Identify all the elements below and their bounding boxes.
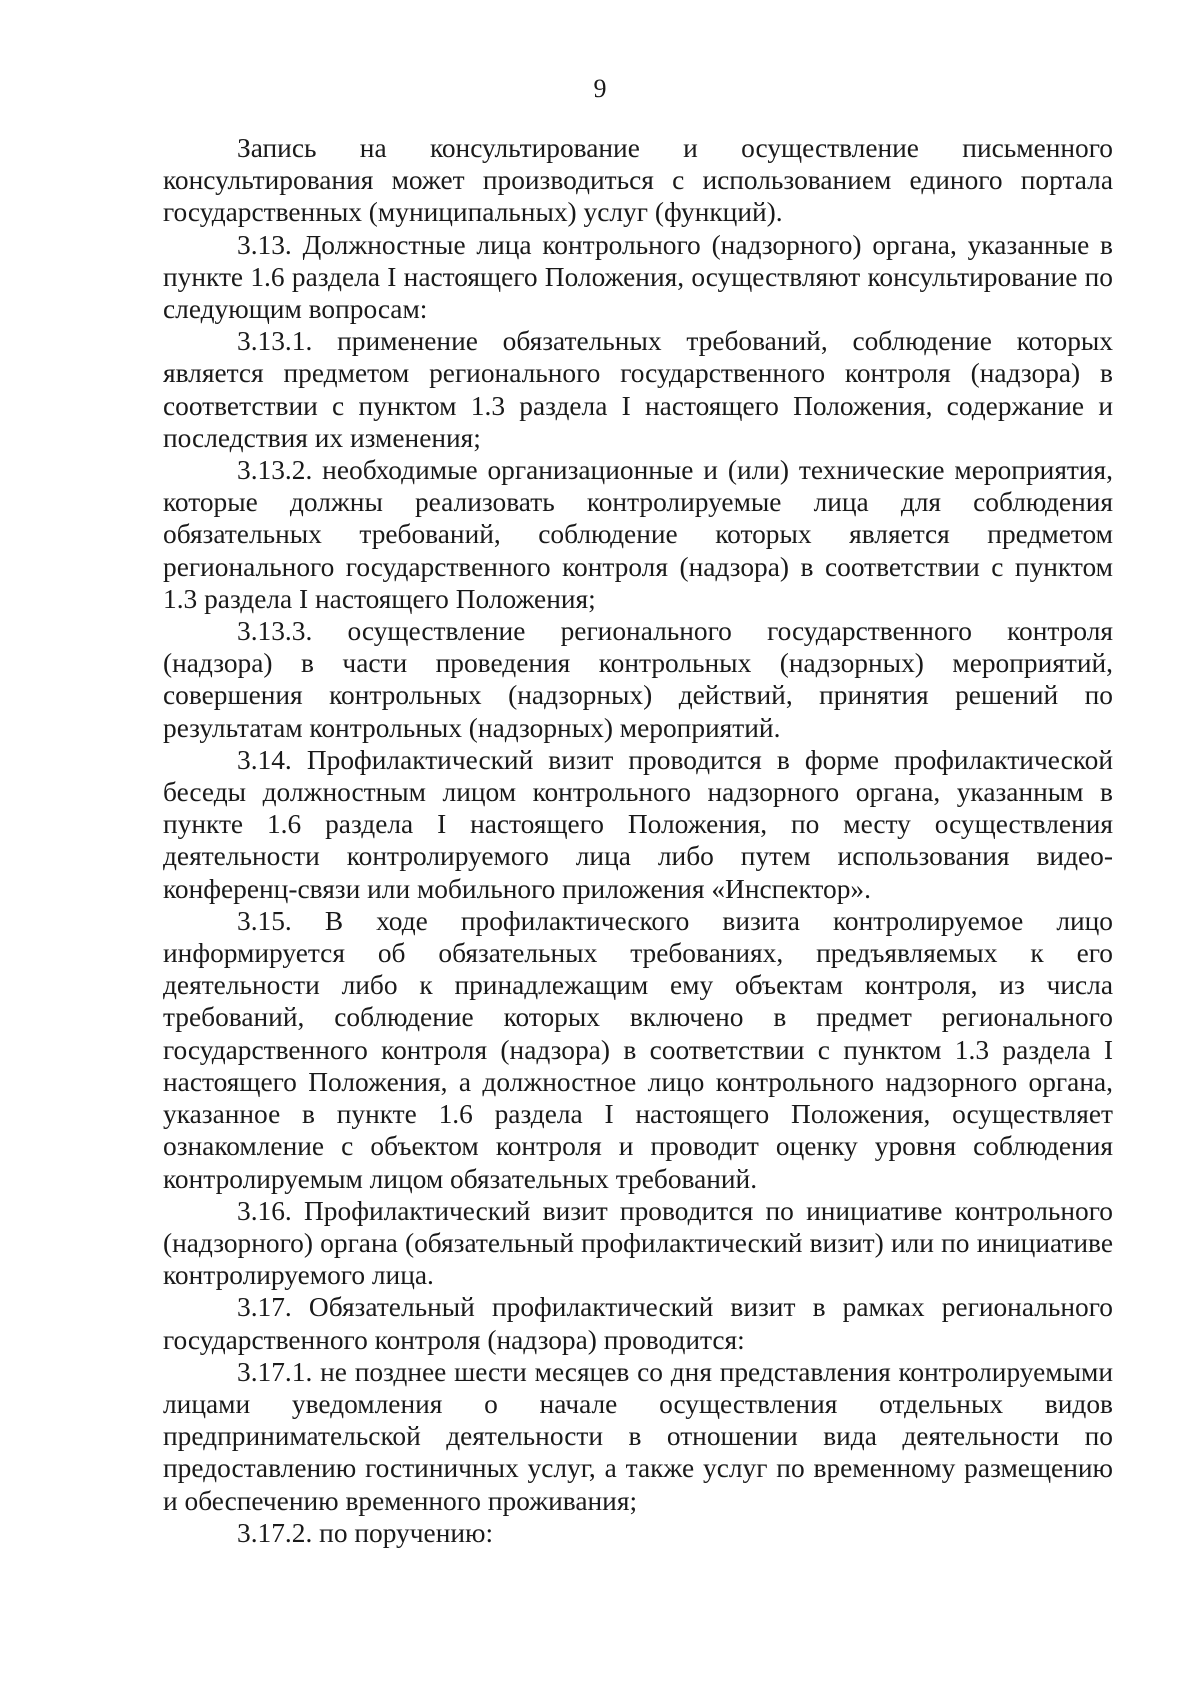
paragraph-3-13-1: 3.13.1. применение обязательных требований, соблюдение которых является предметом регионального государственного контроля (надзора) в соответствии с пунктом 1.3 раздела I настоящего Положения, содержание и последствия их изменения; [163,326,1113,453]
paragraph-consultation-booking: Запись на консультирование и осуществление письменного консультирования может производиться с использованием единого портала государственных (муниципальных) услуг (функций). [163,133,1113,228]
paragraph-3-13-2: 3.13.2. необходимые организационные и (или) технические мероприятия, которые должны реализовать контролируемые лица для соблюдения обязательных требований, соблюдение которых является предметом регионального государственного контроля (надзора) в соответствии с пунктом 1.3 раздела I настоящего Положения; [163,455,1113,614]
paragraph-3-17-2: 3.17.2. по поручению: [237,1517,494,1548]
paragraph-3-15: 3.15. В ходе профилактического визита контролируемое лицо информируется об обязательных требованиях, предъявляемых к его деятельности либо к принадлежащим ему объектам контроля, из числа требований, соблюдение которых включено в предмет регионального государственного контроля (надзора) в соответствии с пунктом 1.3 раздела I настоящего Положения, а должностное лицо контрольного надзорного органа, указанное в пункте 1.6 раздела I настоящего Положения, осуществляет ознакомление с объектом контроля и проводит оценку уровня соблюдения контролируемым лицом обязательных требований. [163,905,1113,1194]
paragraph-3-17: 3.17. Обязательный профилактический визит в рамках регионального государственного контроля (надзора) проводится: [163,1292,1113,1355]
paragraph-3-13: 3.13. Должностные лица контрольного (надзорного) органа, указанные в пункте 1.6 раздела I настоящего Положения, осуществляют консультирование по следующим вопросам: [163,229,1113,325]
paragraph-3-16: 3.16. Профилактический визит проводится по инициативе контрольного (надзорного) органа (обязательный профилактический визит) или по инициативе контролируемого лица. [163,1195,1113,1291]
paragraph-3-14: 3.14. Профилактический визит проводится в форме профилактической беседы должностным лицом контрольного надзорного органа, указанным в пункте 1.6 раздела I настоящего Положения, по месту осуществления деятельности контролируемого лица либо путем использования видео-конференц-связи или мобильного приложения «Инспектор». [163,744,1113,904]
document-body [163,132,1113,1549]
paragraph-3-13-3: 3.13.3. осуществление регионального государственного контроля (надзора) в части проведения контрольных (надзорных) мероприятий, совершения контрольных (надзорных) действий, принятия решений по результатам контрольных (надзорных) мероприятий. [163,616,1113,743]
paragraph-3-17-1: 3.17.1. не позднее шести месяцев со дня представления контролируемыми лицами уведомления о начале осуществления отдельных видов предпринимательской деятельности в отношении вида деятельности по предоставлению гостиничных услуг, а также услуг по временному размещению и обеспечению временного проживания; [163,1356,1113,1516]
page-number: 9 [593,74,607,103]
